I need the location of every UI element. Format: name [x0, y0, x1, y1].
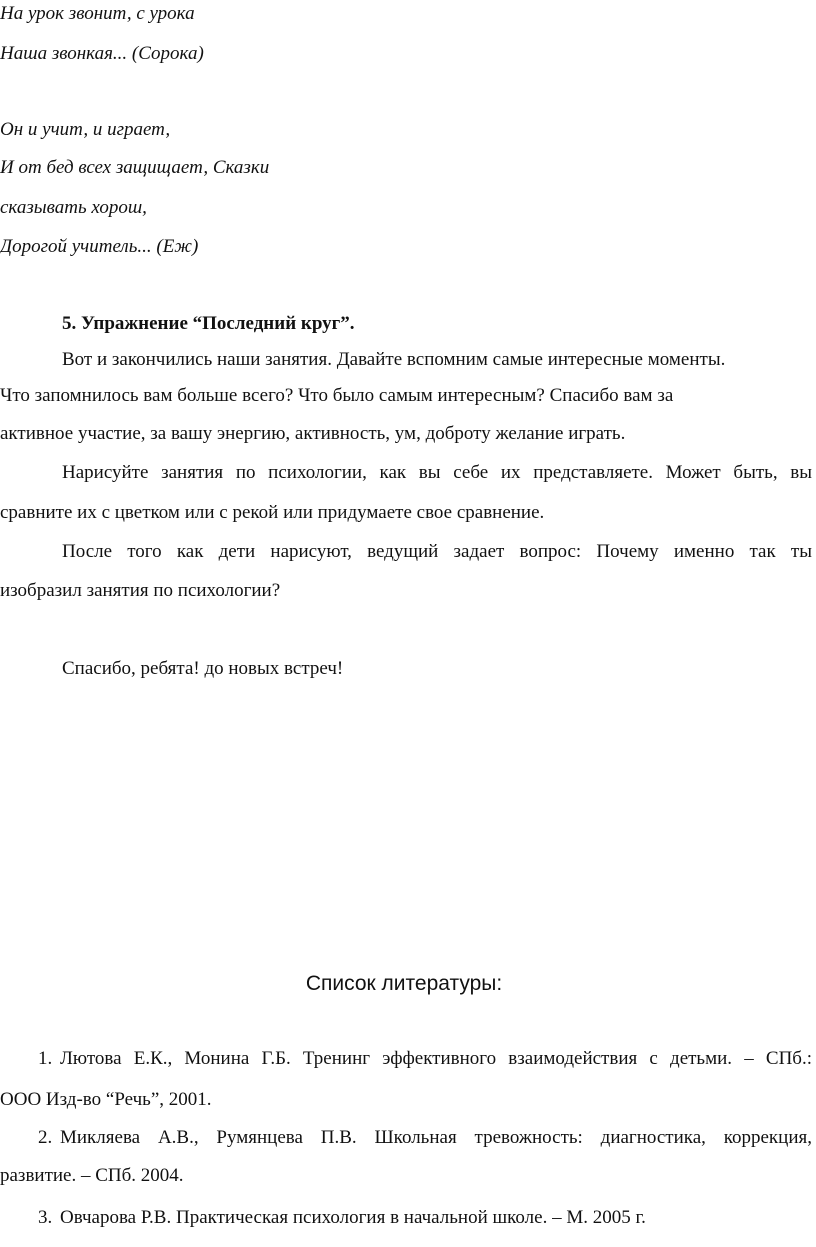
exercise-paragraph-2-line-1: Нарисуйте занятия по психологии, как вы себе их представляете. Может быть, вы — [62, 462, 812, 483]
riddle-magpie-line-2: Наша звонкая... (Сорока) — [0, 43, 204, 64]
closing-text: Спасибо, ребята! до новых встреч! — [62, 658, 344, 679]
literature-item-1-text: Лютова Е.К., Монина Г.Б. Тренинг эффективного взаимодействия с детьми. – СПб.: — [60, 1048, 812, 1069]
literature-item-3-number: 3. — [38, 1207, 53, 1228]
exercise-paragraph-3-line-2: изобразил занятия по психологии? — [0, 580, 281, 601]
riddle-hedgehog-line-1: Он и учит, и играет, — [0, 119, 171, 140]
literature-item-2-number: 2. — [38, 1127, 53, 1148]
literature-item-3-line-1 — [38, 1208, 646, 1227]
exercise-paragraph-3-line-1: После того как дети нарисуют, ведущий задает вопрос: Почему именно так ты — [62, 541, 812, 562]
literature-item-3-text: Овчарова Р.В. Практическая психология в начальной школе. – М. 2005 г. — [60, 1207, 646, 1228]
riddle-hedgehog-line-2: И от бед всех защищает, Сказки — [0, 157, 270, 178]
exercise-paragraph-1-line-2: Что запомнилось вам больше всего? Что было самым интересным? Спасибо вам за — [0, 385, 674, 406]
literature-item-1-line-1 — [38, 1049, 812, 1068]
literature-item-1-line-2: ООО Изд-во “Речь”, 2001. — [0, 1089, 212, 1110]
literature-item-2-text: Микляева А.В., Румянцева П.В. Школьная тревожность: диагностика, коррекция, — [60, 1127, 812, 1148]
exercise-heading: 5. Упражнение “Последний круг”. — [62, 313, 355, 334]
literature-item-2-line-2: развитие. – СПб. 2004. — [0, 1165, 184, 1186]
exercise-paragraph-1-line-1: Вот и закончились наши занятия. Давайте вспомним самые интересные моменты. — [62, 349, 726, 370]
riddle-magpie-line-1: На урок звонит, с урока — [0, 3, 195, 24]
exercise-paragraph-1-line-3: активное участие, за вашу энергию, активность, ум, доброту желание играть. — [0, 423, 626, 444]
literature-title: Список литературы: — [305, 972, 503, 995]
exercise-paragraph-2-line-2: сравните их с цветком или с рекой или придумаете свое сравнение. — [0, 502, 545, 523]
riddle-hedgehog-line-3: сказывать хорош, — [0, 197, 147, 218]
literature-item-1-number: 1. — [38, 1048, 53, 1069]
literature-item-2-line-1 — [38, 1128, 812, 1147]
riddle-hedgehog-line-4: Дорогой учитель... (Еж) — [0, 236, 199, 257]
